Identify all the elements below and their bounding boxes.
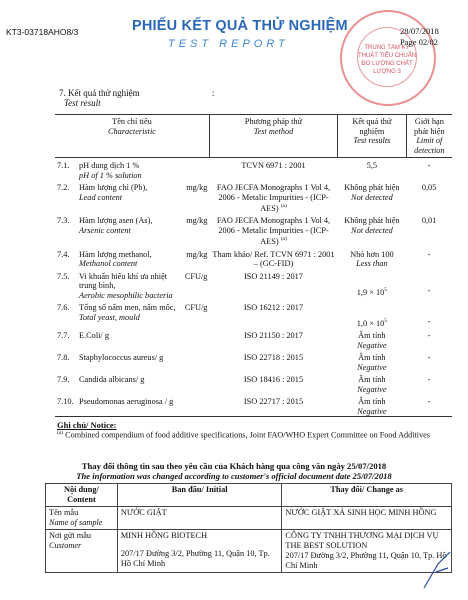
result-value: Âm tính Negative [357,331,387,350]
result-characteristic: 7.9. Candida albicans/ g [57,375,145,385]
change-new-value: CÔNG TY TNHH THƯƠNG MẠI DỊCH VỤ THE BEST SOLUTION 207/17 Đường 3/2, Phường 11, Quận 10, Tp. Hồ Chí Minh [282,530,452,573]
result-method: ISO 18416 : 2015 [243,375,304,385]
result-value: Âm tính Negative [357,375,387,394]
result-value: $1,9 \times 10^5$ [356,286,387,297]
result-row [55,269,452,301]
change-label: Nơi gửi mẫu Customer [46,530,118,573]
col-method: Phương pháp thử Test method [209,115,337,158]
change-col-change: Thay đổi/ Change as [282,484,452,507]
result-row [55,328,452,350]
stamp-text: TRUNG TÂM KỸ THUẬT TIÊU CHUẨN ĐO LƯỜNG CHẤT LƯỢNG 3 [357,45,417,75]
result-characteristic: 7.10. Pseudomonas aeruginosa / g [55,394,209,417]
change-subtitle: The information was changed according to customer's official document date 25/07/2018 [76,471,392,481]
result-row [55,300,452,328]
change-row-sample-name [46,507,452,530]
results-header-row [55,115,452,158]
result-limit: - [427,317,431,327]
result-method: FAO JECFA Monographs 1 Vol 4, 2006 - Metalic Impurities - (ICP-AES) $^{(a)}$ [216,183,331,213]
result-row [55,247,452,269]
col-limit: Giới hạn phát hiện Limit of detection [406,115,452,158]
change-col-content: Nội dung/ Content [46,484,118,507]
result-method: ISO 21150 : 2017 [244,331,303,341]
result-limit: - [427,331,431,341]
result-characteristic: 7.5. Vi khuẩn hiếu khí ưa nhiệt trung bình, CFU/g Aerobic mesophilic bacteria [57,271,208,300]
result-limit: - [427,285,431,295]
result-characteristic: 7.3. Hàm lượng asen (As), mg/kg Arsenic content [57,216,208,235]
result-row [55,158,452,181]
signature-mark [420,550,454,590]
result-limit: - [406,394,452,417]
result-characteristic: 7.7. E.Coli/ g [57,331,109,341]
result-row [55,372,452,394]
result-value: Không phát hiện Not detected [344,183,400,202]
col-indicator: Tên chỉ tiêu Characteristic [55,115,209,158]
change-table [45,483,452,573]
change-initial-value: NƯỚC GIẶT [117,507,282,530]
result-characteristic: 7.8. Staphylococcus aureus/ g [57,353,164,363]
result-method: ISO 16212 : 2017 [243,303,304,313]
result-value: 5,5 [366,161,378,170]
notice-title: Ghi chú/ Notice: [57,420,117,430]
result-method: ISO 22717 : 2015 [209,394,337,417]
result-row [55,180,452,213]
report-date: 28/07/2018 [400,26,439,36]
result-method: ISO 22718 : 2015 [243,353,304,363]
report-code: KT3-03718AHO8/3 [6,27,79,37]
results-table [55,114,452,417]
section-title: 7. Kết quả thử nghiệm : [59,88,215,98]
result-row [55,350,452,372]
result-limit: - [427,249,431,259]
result-characteristic: 7.6. Tổng số nấm men, nấm mốc, CFU/g Total yeast, mould [57,303,208,322]
result-method: Tham khảo/ Ref. TCVN 6971 : 2001 – (GC-FID) [212,249,335,269]
change-label: Tên mẫu Name of sample [46,507,118,530]
result-method: TCVN 6971 : 2001 [241,161,306,170]
change-row-customer [46,530,452,573]
result-limit: - [427,161,431,170]
change-new-value: NƯỚC GIẶT XẢ SINH HỌC MINH HỒNG [282,507,452,530]
result-row [55,394,452,417]
change-header-row [46,484,452,507]
result-value: Nhỏ hơn 100 Less than [350,249,394,269]
change-title: Thay đổi thông tin sau theo yêu cầu của Khách hàng qua công văn ngày 25/07/2018 [81,461,387,471]
result-row [55,213,452,246]
result-limit: 0,05 [421,183,437,192]
change-initial-value: MINH HỒNG BIOTECH 207/17 Đường 3/2, Phường 11, Quận 10, Tp. Hồ Chí Minh [117,530,282,573]
result-value: Không phát hiện Not detected [344,216,400,235]
report-title: PHIẾU KẾT QUẢ THỬ NGHIỆM [132,18,348,34]
result-limit: - [427,375,431,385]
result-characteristic: 7.4. Hàm lượng methanol, mg/kg Methanol content [57,249,208,269]
result-method: FAO JECFA Monographs 1 Vol 4, 2006 - Metalic Impurities - (ICP-AES) $^{(a)}$ [216,216,331,247]
result-characteristic: 7.1. pH dung dịch 1 % pH of 1 % solution [57,161,142,180]
result-method: ISO 21149 : 2017 [244,271,303,281]
result-characteristic: 7.2. Hàm lượng chì (Pb), mg/kg Lead content [57,183,208,202]
section-title-en: Test result [64,98,101,108]
result-value: Âm tính Negative [338,394,407,417]
col-result: Kết quả thử nghiệm Test results [338,115,407,158]
change-col-initial: Ban đầu/ Initial [117,484,282,507]
result-value: $1,0 \times 10^5$ [356,318,387,328]
page-number: Page 02/02 [400,37,439,47]
result-limit: - [427,353,431,363]
report-subtitle: TEST REPORT [168,38,289,50]
result-value: Âm tính Negative [357,353,387,372]
notice-body: $^{(a)}$ Combined compendium of food additive specifications, Joint FAO/WHO Expert Committee on Food Additives [57,430,430,440]
result-limit: 0,01 [421,216,437,226]
